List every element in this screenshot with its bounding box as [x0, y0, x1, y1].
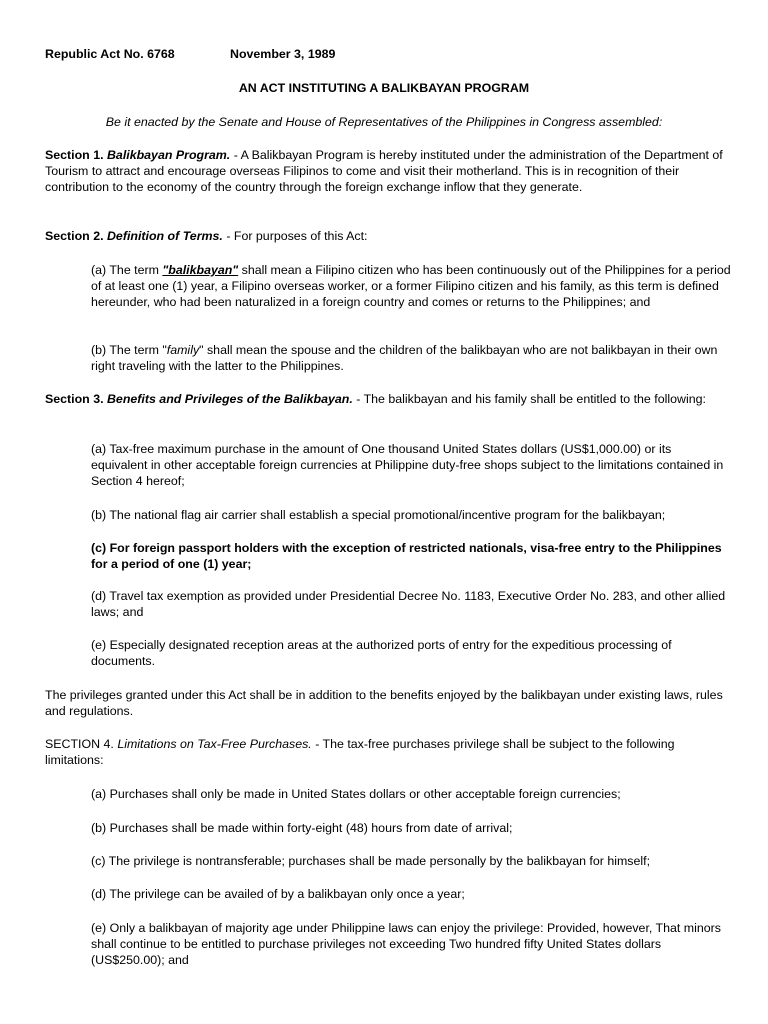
section-3-item-a: (a) Tax-free maximum purchase in the amount of One thousand United States dollars (US$1,000.00) or its equivalent in other acceptable foreign currencies at Philippine duty-free shops subject to the limitations contained in Section 4 hereof; — [91, 442, 724, 488]
section-4-title: Limitations on Tax-Free Purchases. — [117, 737, 312, 751]
section-3-item-e: (e) Especially designated reception areas at the authorized ports of entry for the expeditious processing of documents. — [91, 638, 672, 668]
section-2-number: Section 2. — [45, 229, 104, 243]
act-date: November 3, 1989 — [230, 47, 336, 61]
section-4-item-c: (c) The privilege is nontransferable; purchases shall be made personally by the balikbayan for himself; — [91, 854, 651, 868]
item-b-prefix: (b) The term " — [91, 343, 167, 357]
section-4-item-d: (d) The privilege can be availed of by a balikbayan only once a year; — [91, 887, 465, 901]
section-4-number: SECTION 4. — [45, 737, 114, 751]
section-2-text: - For purposes of this Act: — [222, 229, 368, 243]
section-1-text: - A Balikbayan Program is hereby instituted under the administration of the Department of Tourism to attract and encourage overseas Filipinos to come and visit their motherland. This is in recognition of their contribution to the economy of the country through the foreign exchange inflow that they generate. — [45, 148, 723, 194]
item-b-text: " shall mean the spouse and the children of the balikbayan who are not balikbayan in their own right traveling with the latter to the Philippines. — [91, 343, 718, 373]
section-2-item-a — [91, 262, 731, 310]
section-3-number: Section 3. — [45, 392, 104, 406]
act-title: AN ACT INSTITUTING A BALIKBAYAN PROGRAM — [238, 81, 530, 95]
section-3-item-c: (c) For foreign passport holders with the exception of restricted nationals, visa-free entry to the Philippines for a period of one (1) year; — [91, 541, 722, 571]
enacting-clause: Be it enacted by the Senate and House of Representatives of the Philippines in Congress assembled: — [105, 115, 663, 129]
section-1-number: Section 1. — [45, 148, 104, 162]
section-3 — [45, 391, 727, 407]
section-4-text: - The tax-free purchases privilege shall be subject to the following limitations: — [45, 737, 675, 767]
item-a-text: shall mean a Filipino citizen who has been continuously out of the Philippines for a period of at least one (1) year, a Filipino overseas worker, or a former Filipino citizen and his family, as this term is defined hereunder, who had been naturalized in a foreign country and comes or returns to the Philippines; and — [91, 263, 731, 309]
act-number: Republic Act No. 6768 — [45, 47, 175, 61]
section-3-title: Benefits and Privileges of the Balikbayan. — [106, 392, 353, 406]
section-2-title: Definition of Terms. — [106, 229, 223, 243]
item-a-prefix: (a) The term — [91, 263, 163, 277]
section-2 — [45, 228, 727, 244]
section-2-item-b — [91, 342, 731, 374]
term-family: family — [166, 343, 200, 357]
section-3-item-d: (d) Travel tax exemption as provided under Presidential Decree No. 1183, Executive Order No. 283, and other allied laws; and — [91, 589, 726, 619]
term-balikbayan: "balikbayan" — [162, 263, 239, 277]
section-4-item-b: (b) Purchases shall be made within forty-eight (48) hours from date of arrival; — [91, 821, 513, 835]
section-4-item-e: (e) Only a balikbayan of majority age under Philippine laws can enjoy the privilege: Provided, however, That minors shall continue to be entitled to purchase privileges not exceeding Two hundred fifty United States dollars (US$250.00); and — [91, 921, 721, 967]
section-1 — [45, 147, 727, 195]
section-3-closing: The privileges granted under this Act shall be in addition to the benefits enjoyed by the balikbayan under existing laws, rules and regulations. — [45, 688, 723, 718]
section-4 — [45, 736, 727, 768]
section-3-text: - The balikbayan and his family shall be entitled to the following: — [352, 392, 706, 406]
section-4-item-a: (a) Purchases shall only be made in United States dollars or other acceptable foreign currencies; — [91, 787, 621, 801]
section-3-item-b: (b) The national flag air carrier shall establish a special promotional/incentive program for the balikbayan; — [91, 508, 666, 522]
section-1-title: Balikbayan Program. — [106, 148, 231, 162]
